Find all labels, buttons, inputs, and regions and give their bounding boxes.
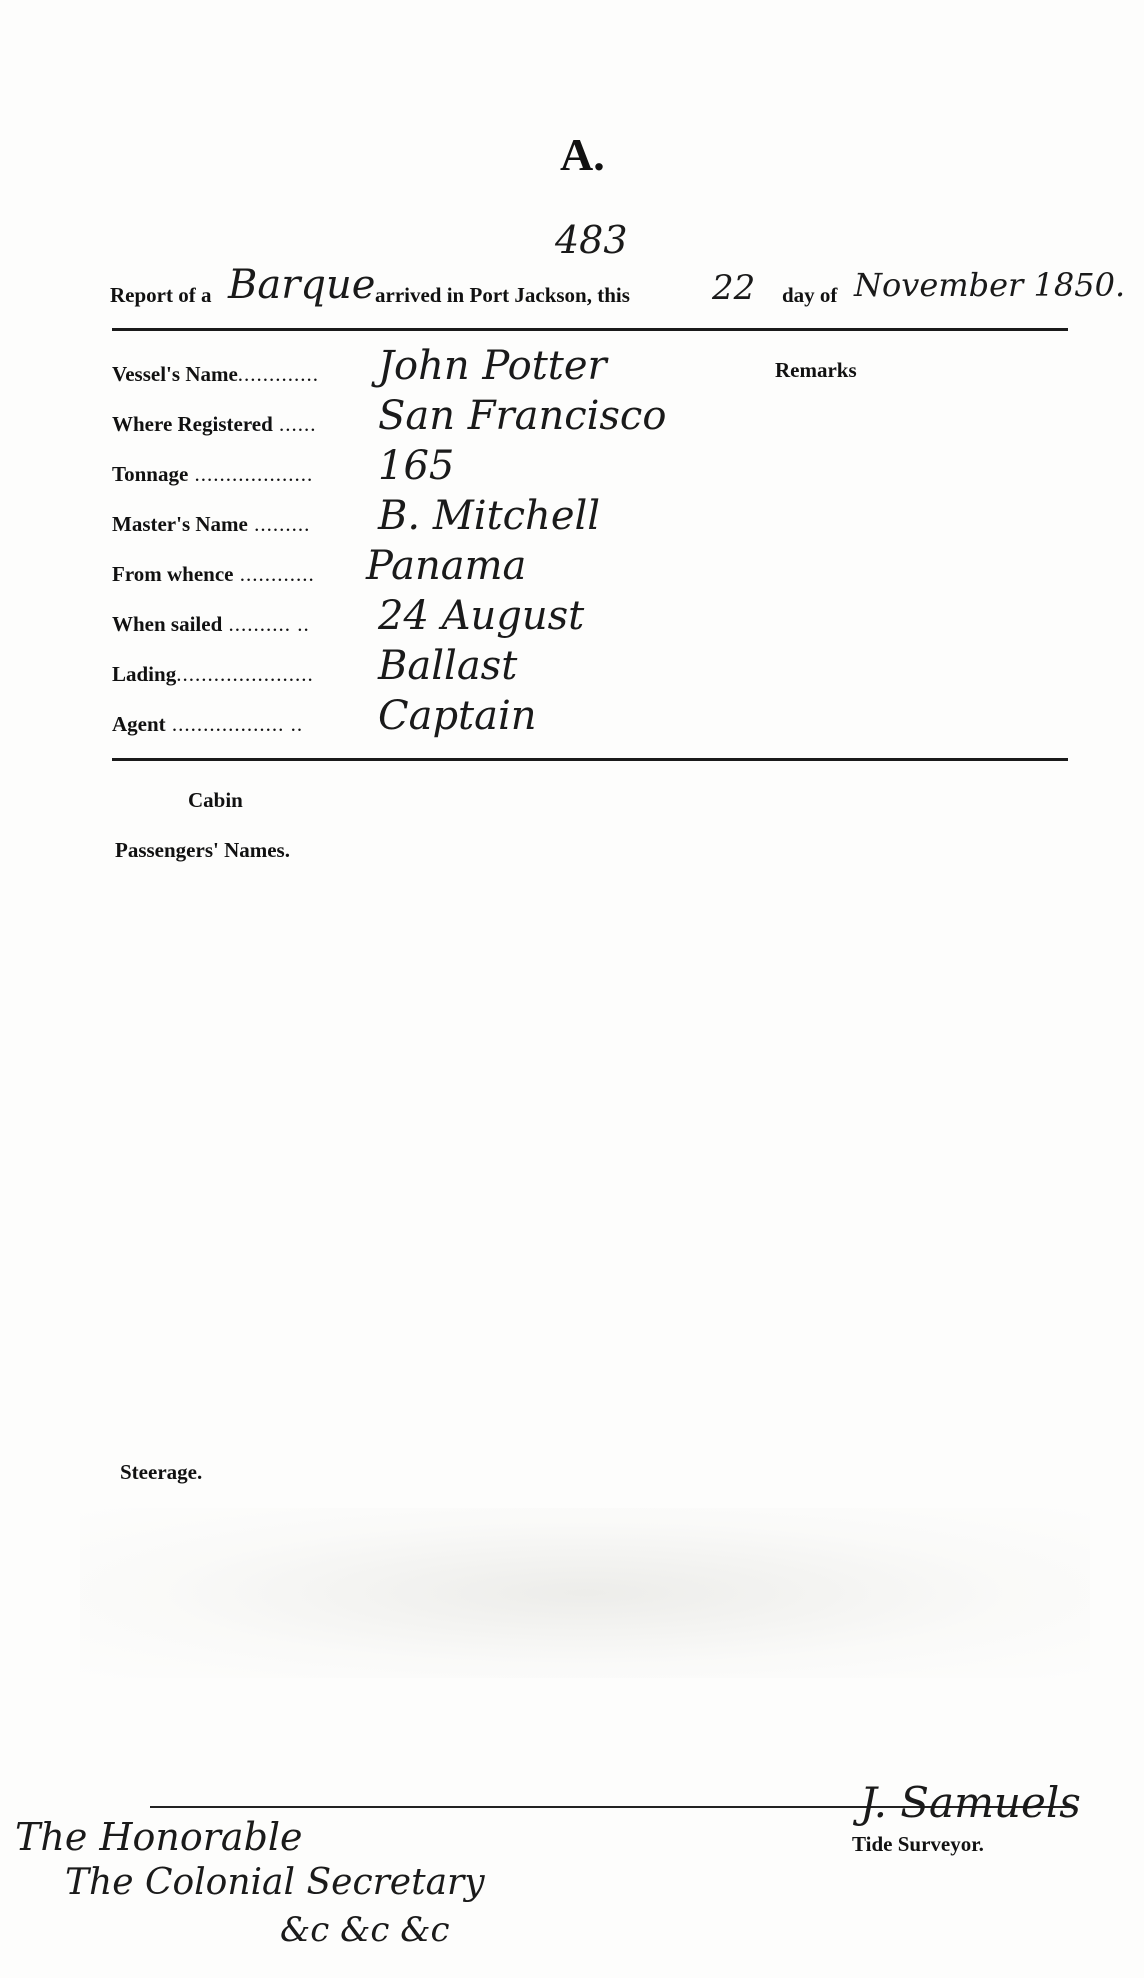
steerage-label: Steerage. — [120, 1460, 203, 1484]
form-letter: A. — [560, 129, 605, 180]
tide-surveyor-label: Tide Surveyor. — [852, 1832, 984, 1856]
field-label-when-sailed: When sailed .......... .. — [112, 612, 310, 636]
field-value-lading: Ballast — [378, 643, 518, 689]
field-value-vessel-name: John Potter — [378, 343, 607, 389]
field-value-where-registered: San Francisco — [378, 393, 667, 439]
field-label-from-whence: From whence ............ — [112, 562, 315, 586]
field-value-agent: Captain — [378, 693, 537, 739]
passengers-label: Passengers' Names. — [115, 838, 290, 862]
field-value-from-whence: Panama — [366, 543, 527, 589]
field-label-lading: Lading...................... — [112, 662, 314, 686]
addressee-line-1: The Honorable — [15, 1815, 303, 1859]
addressee-line-2: The Colonial Secretary — [65, 1862, 485, 1903]
addressee-line-3: &c &c &c — [280, 1910, 450, 1950]
middle-rule — [112, 758, 1068, 761]
report-day-label: day of — [782, 283, 838, 307]
remarks-label: Remarks — [775, 358, 857, 382]
field-label-vessel-name: Vessel's Name............. — [112, 362, 320, 386]
field-label-tonnage: Tonnage ................... — [112, 462, 314, 486]
field-value-when-sailed: 24 August — [378, 593, 585, 639]
vessel-type: Barque — [228, 262, 376, 308]
document-number: 483 — [555, 218, 628, 262]
field-label-agent: Agent .................. .. — [112, 712, 304, 736]
top-rule — [112, 328, 1068, 331]
report-month-year: November 1850. — [854, 266, 1126, 304]
field-value-masters-name: B. Mitchell — [378, 493, 601, 539]
cabin-label: Cabin — [188, 788, 243, 812]
field-label-masters-name: Master's Name ......... — [112, 512, 311, 536]
field-value-tonnage: 165 — [378, 443, 455, 489]
report-day: 22 — [712, 268, 756, 308]
report-prefix: Report of a — [110, 283, 212, 307]
report-middle: arrived in Port Jackson, this — [375, 283, 630, 307]
surveyor-signature: J. Samuels — [860, 1778, 1081, 1827]
field-label-where-registered: Where Registered ...... — [112, 412, 317, 436]
paper-smudge — [80, 1508, 1090, 1678]
